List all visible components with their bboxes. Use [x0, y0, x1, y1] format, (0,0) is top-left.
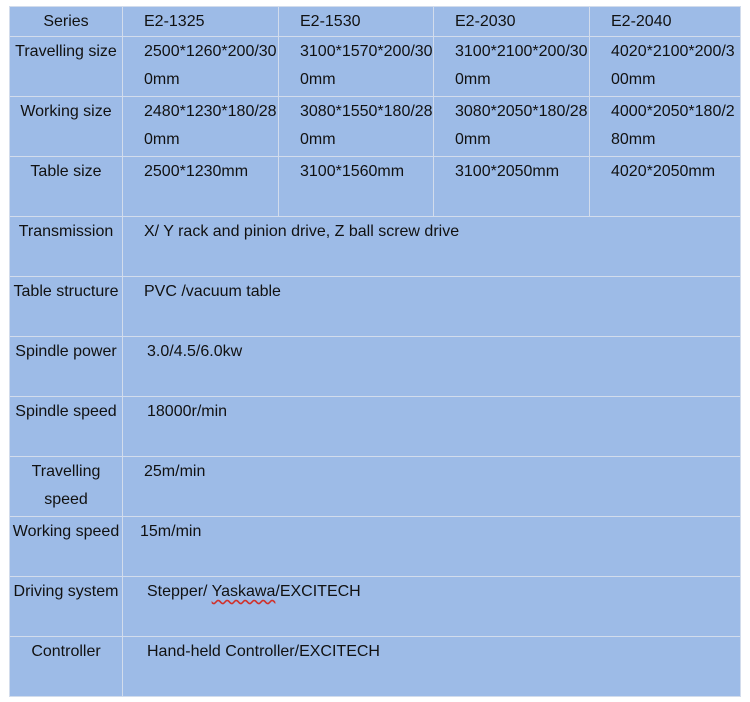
row-label: Spindle speed — [10, 397, 123, 457]
cell-value: 15m/min — [123, 517, 741, 577]
controller-row — [10, 637, 741, 697]
spindle-power-row — [10, 337, 741, 397]
cell-value: 3100*1560mm — [279, 157, 434, 217]
row-label: Spindle power — [10, 337, 123, 397]
cell-value: 2500*1230mm — [123, 157, 279, 217]
row-label: Travelling speed — [10, 457, 123, 517]
table-size-row — [10, 157, 741, 217]
model-header: E2-1530 — [279, 7, 434, 37]
row-label: Table structure — [10, 277, 123, 337]
cell-value: 3100*2100*200/300mm — [434, 37, 590, 97]
model-header: E2-2040 — [590, 7, 741, 37]
cell-value: Hand-held Controller/EXCITECH — [123, 637, 741, 697]
transmission-row — [10, 217, 741, 277]
cell-value — [123, 577, 741, 637]
working-speed-row — [10, 517, 741, 577]
cell-value: 3100*1570*200/300mm — [279, 37, 434, 97]
cell-value: PVC /vacuum table — [123, 277, 741, 337]
row-label: Driving system — [10, 577, 123, 637]
cell-value: 18000r/min — [123, 397, 741, 457]
cell-value: 3080*2050*180/280mm — [434, 97, 590, 157]
spindle-speed-row — [10, 397, 741, 457]
model-header: E2-2030 — [434, 7, 590, 37]
model-header: E2-1325 — [123, 7, 279, 37]
table-structure-row — [10, 277, 741, 337]
cell-value: 4000*2050*180/280mm — [590, 97, 741, 157]
value-part: /EXCITECH — [275, 583, 361, 600]
travelling-size-row — [10, 37, 741, 97]
cell-value: 4020*2100*200/300mm — [590, 37, 741, 97]
row-label: Working speed — [10, 517, 123, 577]
cell-value: 3.0/4.5/6.0kw — [123, 337, 741, 397]
row-label: Controller — [10, 637, 123, 697]
row-label: Transmission — [10, 217, 123, 277]
cell-value: 4020*2050mm — [590, 157, 741, 217]
cell-value: 2480*1230*180/280mm — [123, 97, 279, 157]
driving-system-row — [10, 577, 741, 637]
travelling-speed-row — [10, 457, 741, 517]
cell-value: 2500*1260*200/300mm — [123, 37, 279, 97]
cell-value: 3100*2050mm — [434, 157, 590, 217]
value-part: Stepper/ — [147, 583, 212, 600]
cell-value: X/ Y rack and pinion drive, Z ball screw drive — [123, 217, 741, 277]
row-label: Working size — [10, 97, 123, 157]
spellcheck-word: Yaskawa — [211, 583, 276, 600]
spec-table — [9, 6, 741, 697]
row-label: Travelling size — [10, 37, 123, 97]
header-row — [10, 7, 741, 37]
series-label: Series — [10, 7, 123, 37]
cell-value: 25m/min — [123, 457, 741, 517]
cell-value: 3080*1550*180/280mm — [279, 97, 434, 157]
working-size-row — [10, 97, 741, 157]
row-label: Table size — [10, 157, 123, 217]
